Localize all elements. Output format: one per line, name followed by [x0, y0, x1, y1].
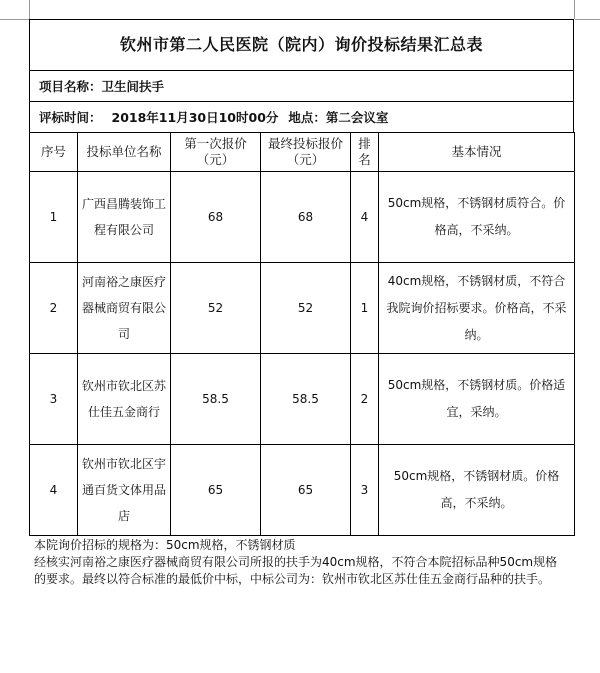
cell-bidder: 钦州市钦北区宇通百货文体用品店	[78, 445, 171, 536]
cell-first-price: 52	[171, 263, 261, 354]
table-header-row	[30, 133, 575, 172]
table-row	[30, 172, 575, 263]
cell-summary: 50cm规格，不锈钢材质符合。价格高，不采纳。	[379, 172, 575, 263]
cell-first-price: 58.5	[171, 354, 261, 445]
cell-summary: 50cm规格，不锈钢材质。价格适宜，采纳。	[379, 354, 575, 445]
cell-rank: 2	[351, 354, 379, 445]
cell-rank: 1	[351, 263, 379, 354]
header-final-price: 最终投标报价（元）	[261, 133, 351, 172]
header-rank: 排名	[351, 133, 379, 172]
evaluation-row	[29, 101, 574, 132]
cell-bidder: 河南裕之康医疗器械商贸有限公司	[78, 263, 171, 354]
cell-final-price: 58.5	[261, 354, 351, 445]
cell-final-price: 68	[261, 172, 351, 263]
project-row	[29, 70, 574, 101]
document-page	[29, 19, 574, 588]
header-bidder: 投标单位名称	[78, 133, 171, 172]
cell-final-price: 65	[261, 445, 351, 536]
cell-seq: 3	[30, 354, 78, 445]
table-row	[30, 354, 575, 445]
cell-seq: 2	[30, 263, 78, 354]
cell-seq: 1	[30, 172, 78, 263]
crop-mark-top-right-v	[574, 0, 575, 19]
eval-time-value: 2018年11月30日10时00分	[111, 110, 279, 125]
location-label: 地点：	[288, 110, 326, 125]
location-value: 第二会议室	[325, 110, 389, 125]
cell-rank: 4	[351, 172, 379, 263]
cell-first-price: 65	[171, 445, 261, 536]
bid-results-table	[29, 132, 575, 536]
header-first-price: 第一次报价（元）	[171, 133, 261, 172]
crop-mark-top-left-h	[0, 19, 29, 20]
project-label: 项目名称：	[39, 79, 102, 94]
eval-time-label: 评标时间：	[39, 110, 102, 125]
header-seq: 序号	[30, 133, 78, 172]
table-row	[30, 263, 575, 354]
crop-mark-top-left-v	[29, 0, 30, 19]
cell-first-price: 68	[171, 172, 261, 263]
project-name: 卫生间扶手	[101, 79, 165, 94]
cell-bidder: 钦州市钦北区苏仕佳五金商行	[78, 354, 171, 445]
notes-line-2: 经核实河南裕之康医疗器械商贸有限公司所报的扶手为40cm规格，不符合本院招标品种50cm规格的要求。最终以符合标准的最低价中标，中标公司为：钦州市钦北区苏仕佳五金商行品种的扶手。	[34, 555, 558, 586]
cell-summary: 40cm规格，不锈钢材质，不符合我院询价招标要求。价格高，不采纳。	[379, 263, 575, 354]
document-title: 钦州市第二人民医院（院内）询价投标结果汇总表	[29, 19, 574, 70]
cell-rank: 3	[351, 445, 379, 536]
notes-section	[29, 536, 574, 588]
header-summary: 基本情况	[379, 133, 575, 172]
table-row	[30, 445, 575, 536]
notes-line-1: 本院询价招标的规格为：50cm规格，不锈钢材质	[34, 538, 296, 552]
cell-summary: 50cm规格，不锈钢材质。价格高，不采纳。	[379, 445, 575, 536]
crop-mark-top-right-h	[575, 19, 600, 20]
cell-bidder: 广西昌腾装饰工程有限公司	[78, 172, 171, 263]
cell-seq: 4	[30, 445, 78, 536]
cell-final-price: 52	[261, 263, 351, 354]
